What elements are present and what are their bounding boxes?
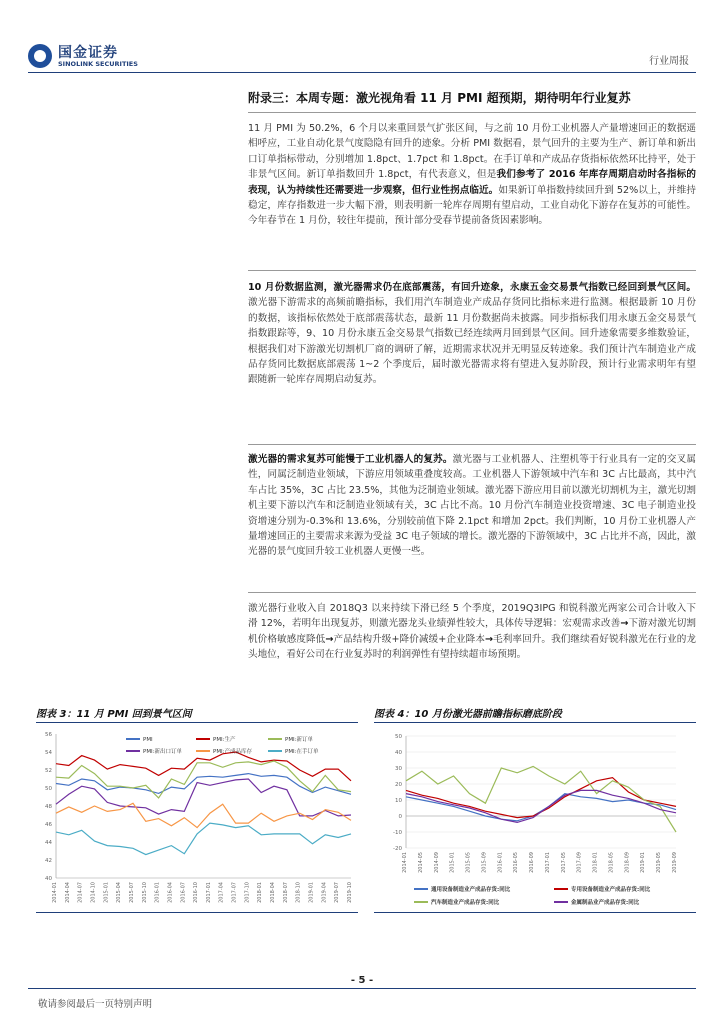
x-tick-label: 2019-01 [640, 852, 647, 873]
x-tick-label: 2015-01 [449, 852, 456, 873]
p3-bold: 激光器的需求复苏可能慢于工业机器人的复苏。 [248, 454, 453, 465]
figure-4-title: 图表 4：10 月份激光器前瞻指标磨底阶段 [374, 709, 562, 720]
x-tick-label: 2016-01 [154, 882, 161, 903]
x-tick-label: 2019-05 [656, 852, 663, 873]
x-tick-label: 2015-04 [116, 882, 123, 903]
x-tick-label: 2019-10 [347, 882, 353, 903]
legend-label: 专用设备制造业产成品存货:同比 [571, 887, 651, 893]
x-tick-label: 2019-04 [321, 882, 328, 903]
x-tick-label: 2014-07 [77, 882, 84, 903]
x-tick-label: 2019-07 [334, 882, 341, 903]
x-tick-label: 2015-01 [103, 882, 110, 903]
x-tick-label: 2018-04 [270, 882, 277, 903]
x-tick-label: 2017-01 [205, 882, 212, 903]
legend-label: PMI:在手订单 [285, 749, 319, 755]
x-tick-label: 2016-05 [513, 852, 520, 873]
legend-label: 通用设备制造业产成品存货:同比 [431, 887, 511, 893]
p4-b2: 产品结构升级+降价减缓+企业降本 [333, 633, 485, 645]
arrow-1: → [620, 618, 629, 630]
x-tick-label: 2014-01 [52, 882, 58, 903]
series-line-2 [56, 761, 351, 798]
legend-label: PMI:生产 [213, 737, 236, 743]
arrow-2: → [325, 633, 334, 645]
legend-label: 汽车制造业产成品存货:同比 [431, 900, 500, 906]
legend-label: 金属制品业产成品存货:同比 [571, 900, 640, 906]
x-tick-label: 2016-07 [180, 882, 187, 903]
x-tick-label: 2018-09 [624, 852, 631, 873]
p1-text: 11 月 PMI 为 50.2%，6 个月以来重回景气扩张区间，与之前 10 月份工业机器人产量增速回正的数据遥相呼应，工业自动化景气度隐隐有回升的迹象。分析 PMI 数据看，景气回升的主要为生产、新订单和新出口订单指标带动，分别增加 1.8pct、1.7pct 和 1.8pct。在手订单和产成品存货指标依然环比持平，处于非景气区间。新订单指数回升 1.8pct，有代表意义，但是 [248, 123, 696, 181]
x-tick-label: 2014-05 [417, 852, 424, 873]
figure-4-bottom-rule [374, 912, 696, 913]
footer-divider [28, 988, 696, 989]
p4-b3: 毛利率回升。我们继续看好锐科激光在行业的龙头地位，看好公司在行业复苏时的利润弹性有望持续超市场预期。 [248, 633, 697, 661]
x-tick-label: 2019-01 [308, 882, 315, 903]
figure-3-rule [36, 722, 358, 723]
x-tick-label: 2015-09 [481, 852, 488, 873]
x-tick-label: 2018-01 [257, 882, 264, 903]
figure-3-chart [36, 724, 358, 910]
sinolink-logo [28, 42, 148, 72]
x-tick-label: 2018-05 [608, 852, 615, 873]
x-tick-label: 2017-10 [244, 882, 251, 903]
x-tick-label: 2015-05 [465, 852, 472, 873]
brand-name-en: SINOLINK SECURITIES [58, 60, 138, 68]
x-tick-label: 2016-09 [529, 852, 536, 873]
x-tick-label: 2015-07 [128, 882, 135, 903]
y-tick-label: 50 [45, 786, 52, 792]
p2-text: 激光器下游需求的高频前瞻指标，我们用汽车制造业产成品存货同比指标来进行监测。根据最新 10 月份的数据，该指标依然处于底部震荡状态，最新 11 月份数据尚未披露。同步指标我们用永康五金交易景气指数跟踪等，9、10 月份永康五金交易景气指数已经连续两月回到景气区间。回升迹象需要多维数验证，根据我们对下游激光切割机厂商的调研了解，近期需求状况并无明显反转迹象。我们预计汽车制造业产成品存货同比数据底部震荡 1~2 个季度后，届时激光器需求将有望进入复苏阶段，预计行业需求明年有望跟随新一轮库存周期启动复苏。 [248, 297, 696, 386]
legend-label: PMI:新出口订单 [143, 749, 183, 755]
legend-label: PMI:产成品库存 [213, 749, 253, 755]
p1-bold: 我们参考了 2016 年库存周期启动时各指标的表现，认为持续性还需要进一步观察，但行业性拐点临近。 [248, 169, 696, 196]
x-tick-label: 2019-09 [672, 852, 678, 873]
y-tick-label: 52 [45, 768, 52, 774]
y-tick-label: 56 [45, 732, 52, 738]
y-tick-label: 44 [45, 840, 52, 846]
x-tick-label: 2016-01 [497, 852, 504, 873]
y-tick-label: 10 [395, 798, 402, 804]
y-tick-label: 46 [45, 822, 52, 828]
footer-disclaimer: 敬请参阅最后一页特别声明 [38, 999, 153, 1010]
x-tick-label: 2017-07 [231, 882, 238, 903]
section-title: 附录三：本周专题：激光视角看 11 月 PMI 超预期，期待明年行业复苏 [248, 91, 631, 105]
brand-mark-icon [28, 44, 52, 68]
y-tick-label: 30 [395, 766, 402, 772]
legend-label: PMI:新订单 [285, 737, 314, 743]
x-tick-label: 2015-10 [141, 882, 148, 903]
p2-bold: 10 月份数据监测，激光器需求仍在底部震荡，有回升迹象，永康五金交易景气指数已经回到景气区间。 [248, 282, 696, 293]
p3-text: 激光器与工业机器人、注塑机等于行业具有一定的交叉属性，同属泛制造业领域，下游应用领域重叠度较高。工业机器人下游领域中汽车和 3C 占比最高，其中汽车占比 35%，3C 占比 23.5%，其他为泛制造业领域。激光器下游应用目前以激光切割机为主，激光切割机主要下游以汽车和泛制造业领域有关，3C 占比不高。10 月份汽车制造业投资增速、3C 电子制造业投资增速分别为-0.3%和 13.6%，分别较前值下降 2.1pct 和增加 2pct。我们判断，10 月份工业机器人产量增速回正的主要需求来源为受益 3C 电子领域的增长。激光器的下游领域中，3C 占比并不高，因此，激光器的景气度回升较工业机器人更慢一些。 [248, 454, 697, 558]
y-tick-label: 40 [45, 876, 52, 882]
x-tick-label: 2017-04 [218, 882, 225, 903]
paragraph-outlook [248, 601, 696, 663]
series-line-2 [406, 766, 676, 832]
p4-text: 激光器行业收入自 2018Q3 以来持续下滑已经 5 个季度，2019Q3IPG 和锐科激光两家公司合计收入下滑 12%，若明年出现复苏，则激光器龙头业绩弹性较大，具体传导逻辑：宏观需求改善 [248, 603, 696, 630]
x-tick-label: 2014-10 [90, 882, 97, 903]
figure-4-chart [374, 724, 696, 910]
p1-tail: 如果新订单指数持续回升到 52%以上，并维持稳定，库存指数进一步大幅下滑，则表明新一轮库存周期有望启动，工业自动化下游存在复苏的可能性。今年春节在 1 月份，较往年提前，预计部分受春节提前备货因素影响。 [248, 184, 697, 227]
figure-3-bottom-rule [36, 912, 358, 913]
y-tick-label: 54 [45, 750, 52, 756]
y-tick-label: 42 [45, 858, 52, 864]
x-tick-label: 2018-07 [282, 882, 289, 903]
figure-4-rule [374, 722, 696, 723]
x-tick-label: 2018-10 [295, 882, 302, 903]
section-rule-1 [248, 270, 696, 271]
y-tick-label: 20 [395, 782, 402, 788]
series-line-5 [56, 823, 351, 855]
y-tick-label: 40 [395, 750, 402, 756]
brand-name-cn: 国金证券 [58, 45, 118, 61]
legend-label: PMI [143, 737, 153, 743]
y-tick-label: 48 [45, 804, 52, 810]
y-tick-label: 0 [398, 814, 402, 820]
x-tick-label: 2017-01 [544, 852, 551, 873]
x-tick-label: 2014-01 [402, 852, 408, 873]
y-tick-label: -20 [393, 846, 402, 852]
page-number: - 5 - [350, 975, 374, 986]
x-tick-label: 2017-05 [560, 852, 567, 873]
x-tick-label: 2014-09 [433, 852, 440, 873]
x-tick-label: 2017-09 [576, 852, 583, 873]
paragraph-october-data [248, 280, 696, 388]
paragraph-robot-comparison [248, 452, 696, 560]
figure-3-title: 图表 3：11 月 PMI 回到景气区间 [36, 709, 192, 720]
title-rule [248, 112, 696, 113]
x-tick-label: 2016-10 [193, 882, 200, 903]
section-rule-2 [248, 444, 696, 445]
series-line-0 [406, 794, 676, 821]
header-divider [28, 72, 696, 73]
report-type: 行业周报 [649, 56, 689, 67]
x-tick-label: 2014-04 [64, 882, 71, 903]
page-header [0, 0, 724, 80]
paragraph-pmi [248, 121, 696, 229]
y-tick-label: 50 [395, 734, 402, 740]
p4-b1: 下游对激光切割机价格敏感度降低 [248, 618, 697, 645]
y-tick-label: -10 [393, 830, 402, 836]
arrow-3: → [484, 633, 494, 645]
section-rule-3 [248, 592, 696, 593]
x-tick-label: 2016-04 [167, 882, 174, 903]
x-tick-label: 2018-01 [592, 852, 599, 873]
